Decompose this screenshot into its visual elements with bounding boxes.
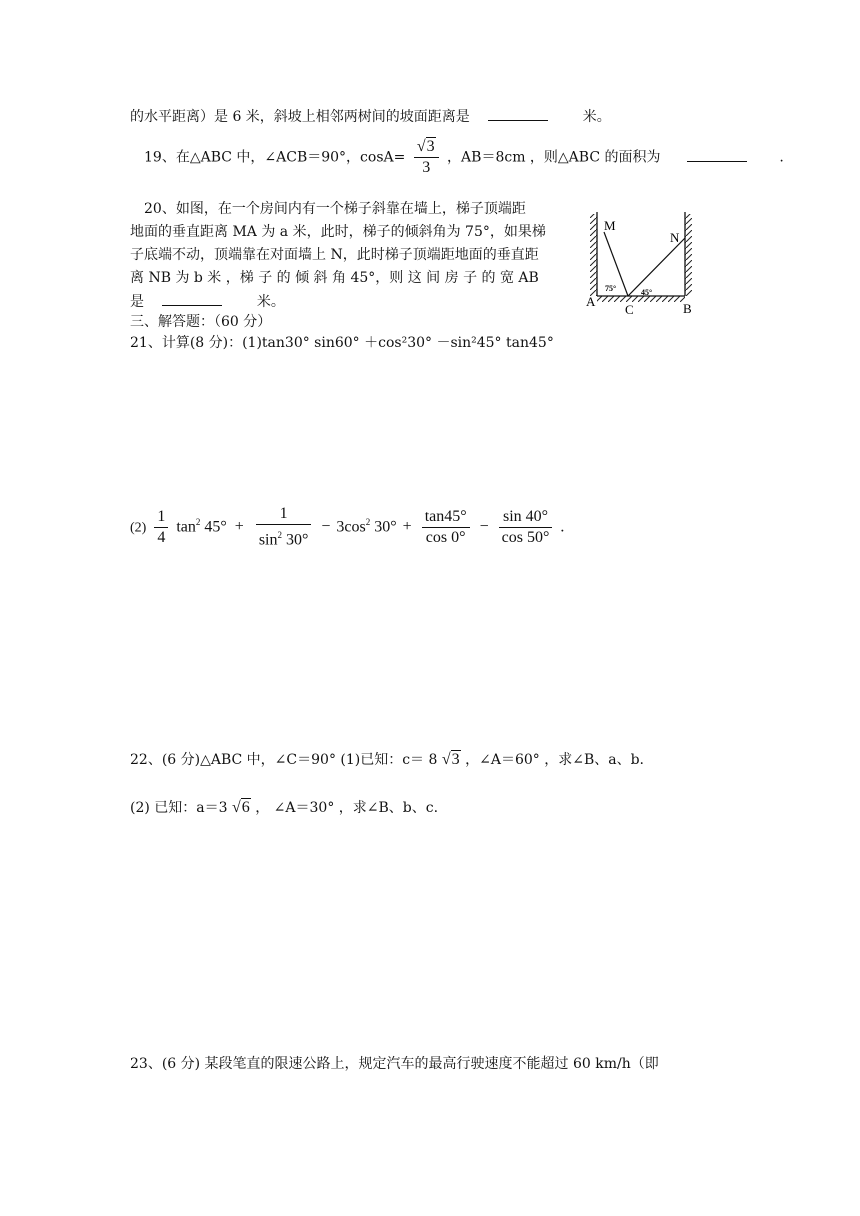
ladder-position-2 <box>628 238 685 296</box>
q20-line-2: 地面的垂直距离 MA 为 a 米，此时，梯子的倾斜角为 75°，如果梯 <box>130 224 546 240</box>
label-c: C <box>625 302 634 316</box>
q20-unit: 米。 <box>256 294 285 310</box>
label-m: M <box>604 218 616 233</box>
q19-text-b: ，AB＝8cm ，则△ABC 的面积为 <box>447 149 661 166</box>
q21-p2-prefix: (2) <box>130 520 147 536</box>
section-3-heading: 三、解答题：（60 分） <box>130 314 272 330</box>
q18-unit: 米。 <box>582 109 611 125</box>
q21-part-2: (2) $\frac{1}{4}$ $\tan^2 45^\circ$ + $\frac{1}{\sin^2 30^\circ}$ − $3\cos^2$ 30° + $\frac{\tan 45^\circ}{\cos 0^\circ}$ − $\frac{\sin 40^\circ}{\cos 50^\circ}$ . <box>130 505 565 549</box>
q19 <box>144 137 784 178</box>
q22-sqrt-6: √6 <box>232 799 250 816</box>
angle-75: 75° <box>605 284 617 293</box>
q21-part-1: 21、计算(8 分)：(1)tan30° sin60° ＋cos²30° －sin²45° tan45° <box>130 335 554 351</box>
angle-45: 45° <box>641 288 653 297</box>
q18-tail <box>130 106 611 127</box>
q18-text: 的水平距离）是 6 米，斜坡上相邻两树间的坡面距离是 <box>130 109 470 125</box>
q20-line-1: 20、如图，在一个房间内有一个梯子斜靠在墙上，梯子顶端距 <box>144 201 526 217</box>
q20-line-3: 子底端不动，顶端靠在对面墙上 N，此时梯子顶端距地面的垂直距 <box>130 247 539 263</box>
q18-answer-blank[interactable] <box>488 106 548 121</box>
q20-last-a: 是 <box>130 294 144 310</box>
q21-t1-fraction: $\frac{1}{4}$ <box>154 507 168 548</box>
q19-text-a: 19、在△ABC 中，∠ACB＝90°，cosA= <box>144 149 406 166</box>
label-b: B <box>683 301 692 316</box>
q22-part-1: 22、(6 分)△ABC 中，∠C＝90° (1)已知：c＝ 8 √3 ，∠A＝60° ，求∠B、a、b. <box>130 751 644 768</box>
right-wall-hatch <box>685 214 692 296</box>
q19-radicand: 3 <box>426 138 435 155</box>
q22-part-2: (2) 已知：a＝3 √6 ， ∠A＝30° ，求∠B、b、c. <box>130 799 439 816</box>
q20-answer-blank[interactable] <box>162 291 222 306</box>
q21-t2-fraction: $\frac{1}{\sin^2 30^\circ}$ <box>256 504 312 550</box>
q19-end: . <box>779 149 784 166</box>
q20-line-4: 离 NB 为 b 米 ，梯 子 的 倾 斜 角 45°，则 这 间 房 子 的 宽 AB <box>130 270 539 286</box>
q20-line-5 <box>130 291 285 312</box>
ladder-room-figure <box>584 206 700 316</box>
left-wall-hatch <box>590 214 597 296</box>
q22-sqrt-3: √3 <box>441 751 460 768</box>
q23: 23、(6 分) 某段笔直的限速公路上，规定汽车的最高行驶速度不能超过 60 km/h（即 <box>130 1056 659 1072</box>
q19-denominator: 3 <box>422 159 431 176</box>
q21-t4-fraction: $\frac{\tan 45^\circ}{\cos 0^\circ}$ <box>422 507 470 548</box>
q19-answer-blank[interactable] <box>687 147 747 162</box>
q21-t5-fraction: $\frac{\sin 40^\circ}{\cos 50^\circ}$ <box>499 507 553 548</box>
label-n: N <box>670 230 680 245</box>
q19-cosine-fraction: $\frac{√3}{3}$ <box>414 137 439 178</box>
label-a: A <box>586 294 596 309</box>
